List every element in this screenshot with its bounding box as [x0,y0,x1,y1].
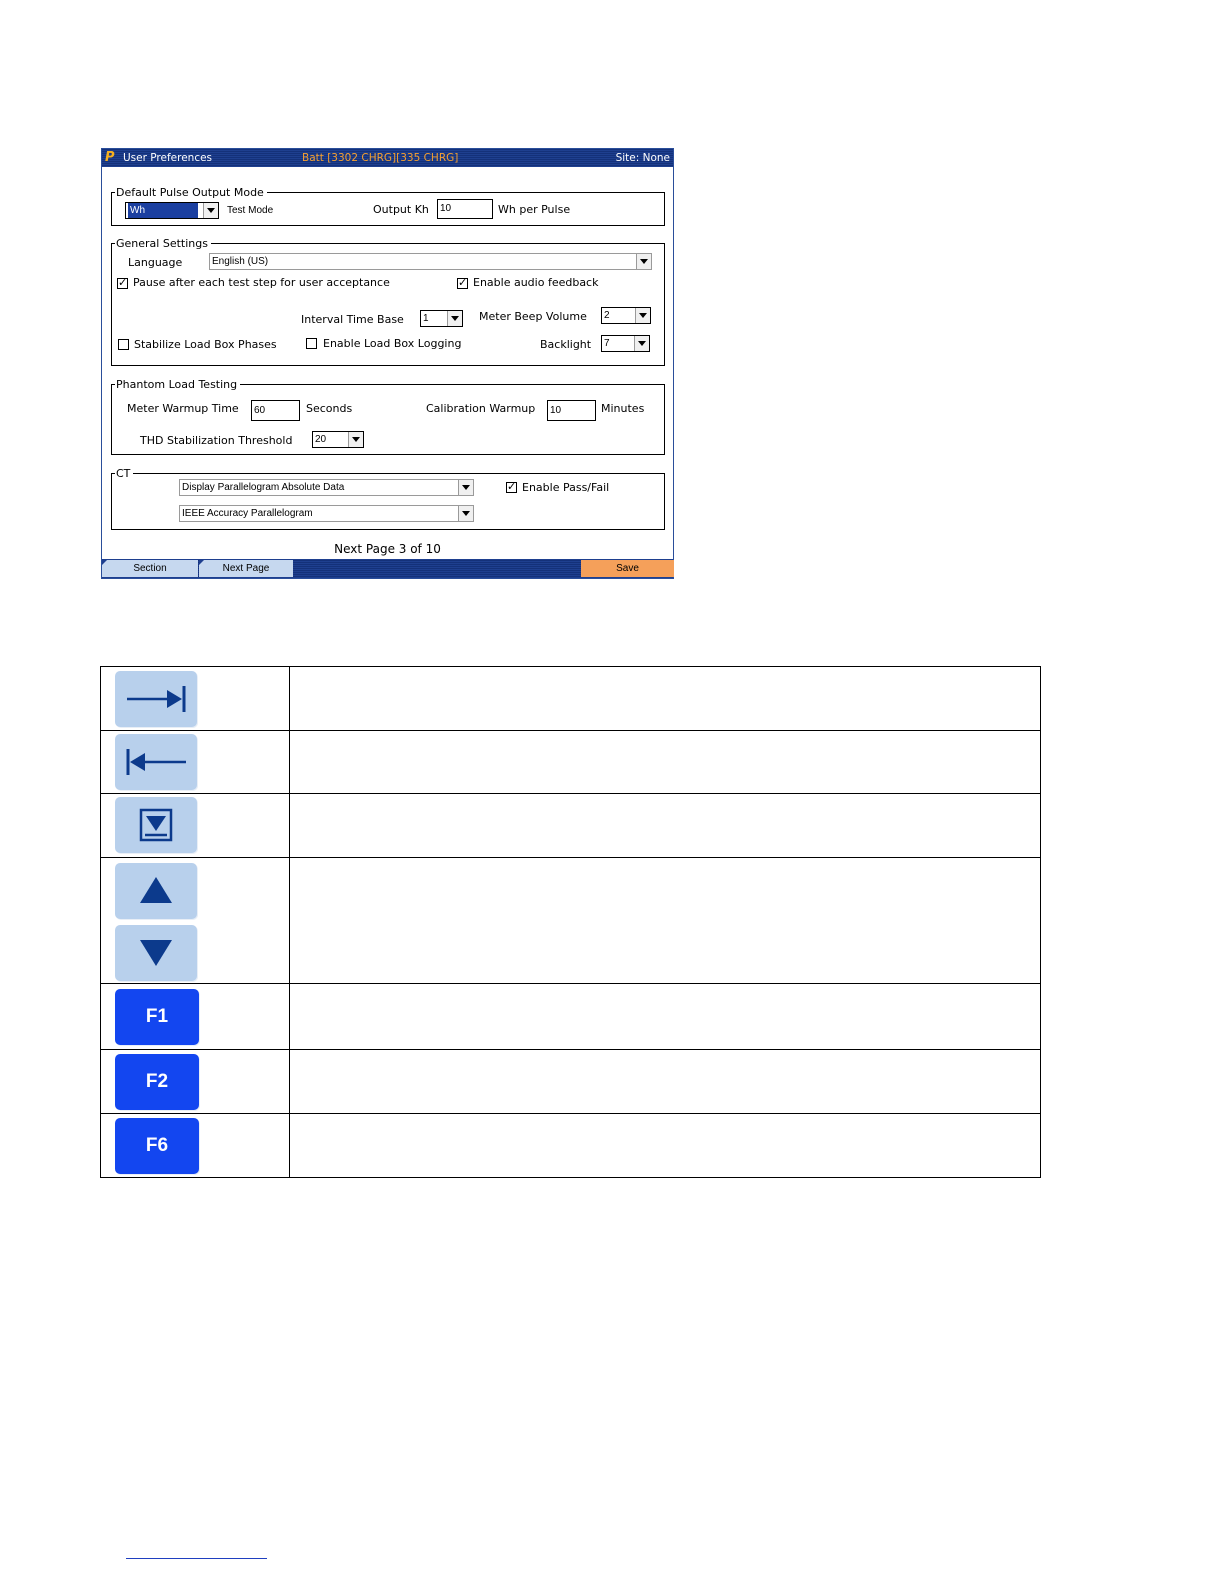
key-cell [101,858,290,984]
save-button-label: Save [616,563,639,574]
thd-threshold-label: THD Stabilization Threshold [140,434,293,447]
key-cell [101,731,290,794]
pulse-mode-select[interactable] [125,202,219,219]
chevron-down-icon[interactable] [447,311,462,326]
pause-label: Pause after each test step for user acceptance [133,276,390,289]
ct-accuracy-select[interactable] [179,505,474,522]
table-row [101,1114,1041,1178]
tab-back-key [115,734,197,790]
arrow-up-icon [115,863,197,919]
arrow-up-key [115,863,197,919]
interval-time-base-value: 1 [423,313,429,324]
table-row [101,984,1041,1050]
ct-accuracy-value: IEEE Accuracy Parallelogram [182,508,313,519]
beep-volume-select[interactable] [601,307,651,324]
pass-fail-checkbox[interactable] [506,482,517,493]
output-kh-input[interactable]: 10 [437,199,493,219]
warmup-time-input[interactable]: 60 [251,400,300,421]
key-reference-table [100,666,1041,1178]
interval-time-base-label: Interval Time Base [301,313,404,326]
key-description [289,858,1040,984]
next-page-button-label: Next Page [222,563,270,574]
table-row [101,731,1041,794]
tab-back-icon [115,734,197,790]
interval-time-base-select[interactable] [420,310,463,327]
load-box-logging-label: Enable Load Box Logging [323,337,462,350]
f2-key: F2 [115,1054,199,1110]
arrow-down-key [115,925,197,981]
chevron-down-icon[interactable] [635,308,650,323]
table-row [101,667,1041,731]
user-preferences-window [101,148,674,579]
key-cell [101,1050,290,1114]
calibration-warmup-input[interactable]: 10 [547,400,596,421]
seconds-label: Seconds [306,402,353,415]
pause-checkbox[interactable] [117,278,128,289]
table-row [101,858,1041,984]
softkey-bar [102,559,673,578]
key-description [289,731,1040,794]
key-cell [101,794,290,858]
chevron-down-icon[interactable] [636,254,651,269]
f1-key: F1 [115,989,199,1045]
key-description [289,667,1040,731]
pulse-output-legend: Default Pulse Output Mode [115,186,267,199]
chevron-down-icon[interactable] [348,432,363,447]
window-title: User Preferences [123,152,213,164]
arrow-down-icon [115,925,197,981]
next-page-button[interactable] [199,560,293,577]
table-row [101,794,1041,858]
thd-threshold-value: 20 [315,434,327,445]
beep-volume-value: 2 [604,310,610,321]
site-status: Site: None [615,152,670,164]
phantom-load-legend: Phantom Load Testing [115,378,240,391]
load-box-logging-checkbox[interactable] [306,338,317,349]
tab-forward-key [115,671,197,727]
beep-volume-label: Meter Beep Volume [479,310,587,323]
output-kh-label: Output Kh [373,203,429,216]
warmup-time-label: Meter Warmup Time [127,402,239,415]
section-button-label: Section [133,563,167,574]
dropdown-open-key [115,797,197,853]
language-label: Language [128,256,183,269]
key-cell [101,1114,290,1178]
key-description [289,1050,1040,1114]
key-description [289,794,1040,858]
save-button[interactable] [581,560,674,577]
key-cell [101,667,290,731]
wh-per-pulse-label: Wh per Pulse [498,203,571,216]
page-indicator: Next Page 3 of 10 [334,542,441,556]
chevron-down-icon[interactable] [458,480,473,495]
title-bar [102,149,673,167]
general-settings-legend: General Settings [115,237,211,250]
ct-legend: CT [115,467,133,480]
backlight-value: 7 [604,338,610,349]
audio-feedback-label: Enable audio feedback [473,276,599,289]
key-description [289,984,1040,1050]
app-logo-icon: P [105,150,115,165]
stabilize-label: Stabilize Load Box Phases [134,338,277,351]
thd-threshold-select[interactable] [312,431,364,448]
table-row [101,1050,1041,1114]
section-button[interactable] [102,560,198,577]
backlight-label: Backlight [540,338,592,351]
footer-link-underline[interactable] [126,1558,267,1559]
key-description [289,1114,1040,1178]
battery-status: Batt [3302 CHRG][335 CHRG] [302,152,459,164]
f6-key: F6 [115,1118,199,1174]
test-mode-label: Test Mode [227,205,274,216]
audio-feedback-checkbox[interactable] [457,278,468,289]
chevron-down-icon[interactable] [203,203,218,218]
language-value: English (US) [212,256,269,267]
ct-display-select[interactable] [179,479,474,496]
chevron-down-icon[interactable] [634,336,649,351]
tab-forward-icon [115,671,197,727]
pulse-mode-value: Wh [128,203,198,218]
minutes-label: Minutes [601,402,645,415]
stabilize-checkbox[interactable] [118,339,129,350]
language-select[interactable] [209,253,652,270]
dropdown-open-icon [115,797,197,853]
chevron-down-icon[interactable] [458,506,473,521]
calibration-warmup-label: Calibration Warmup [426,402,536,415]
ct-display-value: Display Parallelogram Absolute Data [182,482,345,493]
backlight-select[interactable] [601,335,650,352]
pass-fail-label: Enable Pass/Fail [522,481,610,494]
key-cell [101,984,290,1050]
